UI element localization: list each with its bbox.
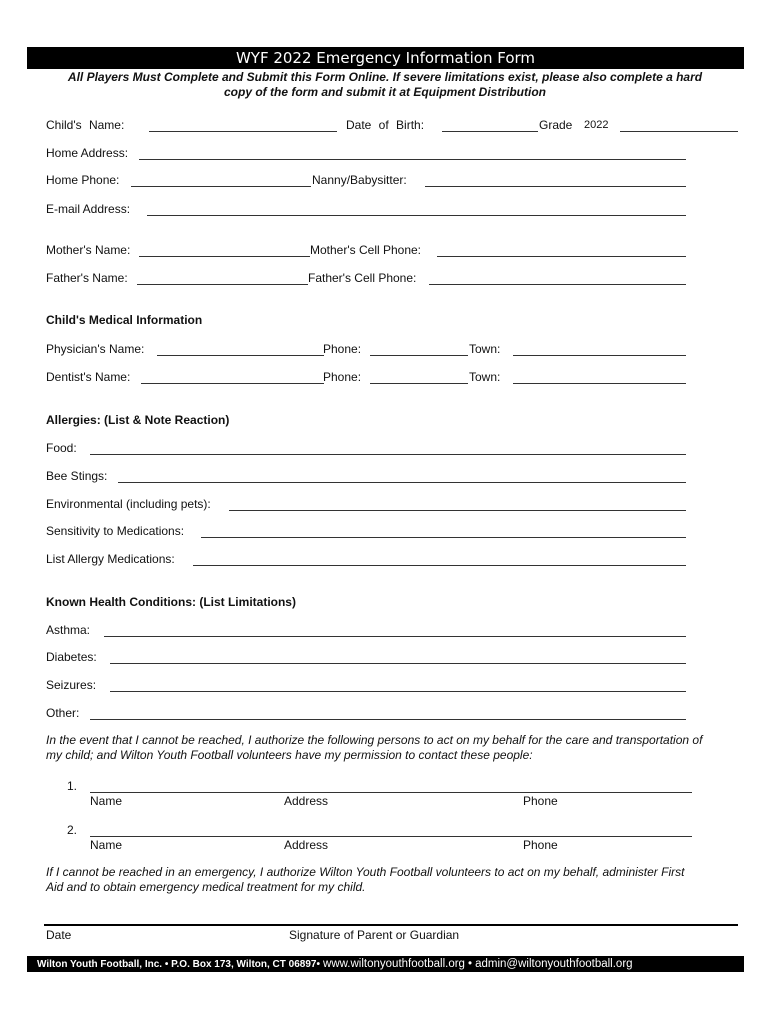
date-of-birth-field[interactable]: [442, 131, 538, 132]
dentist-town-label: Town:: [469, 370, 501, 384]
allergy-meds-field[interactable]: [193, 565, 686, 566]
email-field[interactable]: [147, 215, 686, 216]
date-label: Date: [46, 928, 72, 942]
bee-stings-field[interactable]: [118, 482, 686, 483]
footer-website[interactable]: www.wiltonyouthfootball.org: [323, 958, 465, 970]
allergies-heading: Allergies: (List & Note Reaction): [46, 413, 230, 427]
home-phone-label: Home Phone:: [46, 173, 120, 187]
dentist-town-field[interactable]: [513, 383, 686, 384]
signature-label: Signature of Parent or Guardian: [289, 928, 460, 942]
form-title: WYF 2022 Emergency Information Form: [27, 47, 744, 69]
allergy-meds-label: List Allergy Medications:: [46, 552, 175, 566]
footer-separator: •: [468, 958, 473, 970]
contact-1-number: 1.: [67, 779, 78, 793]
grade-label: Grade: [539, 118, 573, 132]
contact-2-name-caption: Name: [90, 838, 123, 852]
sensitivity-field[interactable]: [201, 537, 686, 538]
mother-cell-field[interactable]: [437, 256, 686, 257]
date-of-birth-label: Date of Birth:: [346, 118, 425, 132]
father-cell-label: Father's Cell Phone:: [308, 271, 417, 285]
contact-1-field[interactable]: [90, 792, 692, 793]
nanny-field[interactable]: [425, 186, 686, 187]
dentist-phone-label: Phone:: [323, 370, 362, 384]
nanny-label: Nanny/Babysitter:: [312, 173, 407, 187]
contacts-intro-line-1: In the event that I cannot be reached, I authorize the following persons to act on my behalf for the care and transportation of: [46, 733, 703, 747]
dentist-label: Dentist's Name:: [46, 370, 131, 384]
childs-name-field[interactable]: [149, 131, 337, 132]
father-name-label: Father's Name:: [46, 271, 128, 285]
grade-field[interactable]: [620, 131, 738, 132]
physician-label: Physician's Name:: [46, 342, 145, 356]
conditions-heading: Known Health Conditions: (List Limitations): [46, 595, 296, 609]
footer-bar: [27, 956, 744, 972]
footer-email[interactable]: admin@wiltonyouthfootball.org: [475, 958, 633, 970]
contacts-intro-line-2: my child; and Wilton Youth Football volunteers have my permission to contact these people:: [46, 748, 533, 762]
contact-2-field[interactable]: [90, 836, 692, 837]
food-label: Food:: [46, 441, 77, 455]
instructions-line-1: All Players Must Complete and Submit this Form Online. If severe limitations exist, please also complete a hard: [67, 70, 703, 84]
food-field[interactable]: [90, 454, 686, 455]
grade-value: 2022: [584, 119, 609, 131]
mother-name-label: Mother's Name:: [46, 243, 131, 257]
contact-1-phone-caption: Phone: [523, 794, 558, 808]
diabetes-field[interactable]: [110, 663, 686, 664]
medical-heading: Child's Medical Information: [46, 313, 203, 327]
contact-2-address-caption: Address: [284, 838, 329, 852]
contact-2-number: 2.: [67, 823, 78, 837]
home-address-label: Home Address:: [46, 146, 129, 160]
contact-1-address-caption: Address: [284, 794, 329, 808]
physician-phone-field[interactable]: [370, 355, 468, 356]
seizures-label: Seizures:: [46, 678, 97, 692]
asthma-label: Asthma:: [46, 623, 91, 637]
form-instructions: [40, 70, 730, 100]
footer-org-address: Wilton Youth Football, Inc. • P.O. Box 173, Wilton, CT 06897•: [37, 959, 320, 970]
instructions-line-2: copy of the form and submit it at Equipment Distribution: [224, 85, 546, 99]
asthma-field[interactable]: [104, 636, 686, 637]
home-address-field[interactable]: [139, 159, 686, 160]
contact-1-name-caption: Name: [90, 794, 123, 808]
diabetes-label: Diabetes:: [46, 650, 97, 664]
dentist-field[interactable]: [141, 383, 324, 384]
signature-line[interactable]: [44, 924, 738, 926]
physician-field[interactable]: [157, 355, 324, 356]
authorization-text: [46, 865, 746, 895]
home-phone-field[interactable]: [131, 186, 311, 187]
physician-phone-label: Phone:: [323, 342, 362, 356]
father-name-field[interactable]: [137, 284, 308, 285]
contact-2-phone-caption: Phone: [523, 838, 558, 852]
physician-town-label: Town:: [469, 342, 501, 356]
environmental-field[interactable]: [229, 510, 686, 511]
authorization-line-2: Aid and to obtain emergency medical treatment for my child.: [46, 880, 366, 894]
childs-name-label: Child's Name:: [46, 118, 125, 132]
seizures-field[interactable]: [110, 691, 686, 692]
physician-town-field[interactable]: [513, 355, 686, 356]
other-label: Other:: [46, 706, 80, 720]
mother-cell-label: Mother's Cell Phone:: [310, 243, 422, 257]
sensitivity-label: Sensitivity to Medications:: [46, 524, 185, 538]
contacts-intro: [46, 733, 746, 763]
authorization-line-1: If I cannot be reached in an emergency, I authorize Wilton Youth Football volunteers to act on my behalf, administer First: [46, 865, 685, 879]
dentist-phone-field[interactable]: [370, 383, 468, 384]
bee-stings-label: Bee Stings:: [46, 469, 108, 483]
father-cell-field[interactable]: [429, 284, 686, 285]
other-field[interactable]: [90, 719, 686, 720]
environmental-label: Environmental (including pets):: [46, 497, 211, 511]
email-label: E-mail Address:: [46, 202, 131, 216]
mother-name-field[interactable]: [139, 256, 310, 257]
